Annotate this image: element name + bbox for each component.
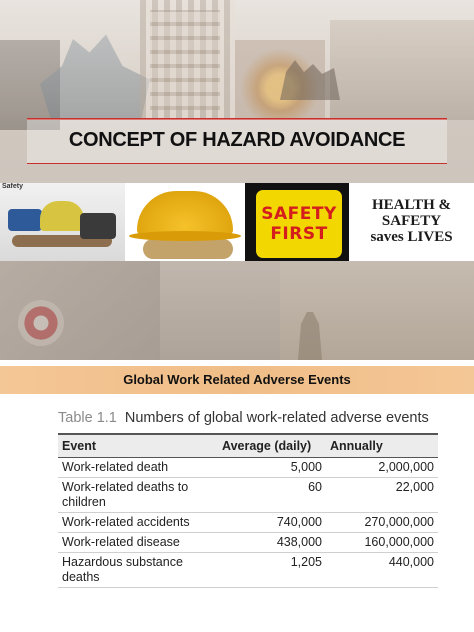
- annual-cell: 2,000,000: [326, 458, 438, 478]
- slide-banner: [0, 366, 474, 394]
- event-cell: Hazardous substance deaths: [58, 553, 218, 588]
- event-cell: Work-related accidents: [58, 513, 218, 533]
- header-annually: Annually: [326, 434, 438, 458]
- biohazard-icon: [18, 300, 64, 346]
- slide-title: CONCEPT OF HAZARD AVOIDANCE: [68, 129, 406, 151]
- table-number: Table 1.1: [58, 410, 117, 426]
- daily-cell: 5,000: [218, 458, 326, 478]
- table-row: [58, 513, 438, 533]
- sign-line-1: SAFETY: [261, 204, 337, 224]
- adverse-events-table: [58, 433, 438, 588]
- header-average-daily: Average (daily): [218, 434, 326, 458]
- annual-cell: 440,000: [326, 553, 438, 588]
- sign-line-2: FIRST: [270, 224, 328, 244]
- daily-cell: 438,000: [218, 533, 326, 553]
- slogan-line-3: saves LIVES: [370, 229, 453, 245]
- table-row: [58, 458, 438, 478]
- annual-cell: 22,000: [326, 478, 438, 513]
- photo-strip: [0, 183, 474, 261]
- daily-cell: 60: [218, 478, 326, 513]
- safety-first-sign: [245, 183, 349, 261]
- daily-cell: 740,000: [218, 513, 326, 533]
- table-row: [58, 533, 438, 553]
- table-caption-text: Numbers of global work-related adverse events: [124, 410, 429, 426]
- health-safety-slogan: [349, 183, 474, 261]
- event-cell: Work-related deaths to children: [58, 478, 218, 513]
- table-caption: [58, 408, 438, 428]
- slide-2-title: Global Work Related Adverse Events: [123, 372, 351, 387]
- annual-cell: 270,000,000: [326, 513, 438, 533]
- table-row: [58, 553, 438, 588]
- table-row: [58, 478, 438, 513]
- daily-cell: 1,205: [218, 553, 326, 588]
- table-slide: [0, 360, 474, 632]
- event-cell: Work-related disease: [58, 533, 218, 553]
- event-cell: Work-related death: [58, 458, 218, 478]
- safety-tag: Safety: [2, 183, 24, 190]
- slogan-line-1: HEALTH &: [371, 197, 452, 213]
- slogan-line-2: SAFETY: [381, 213, 442, 229]
- hard-hat-photo: [125, 183, 245, 261]
- safety-tools-photo: [0, 183, 125, 261]
- title-band: [27, 118, 447, 164]
- hard-hat-icon: [137, 191, 233, 235]
- header-event: Event: [58, 434, 218, 458]
- table-header-row: [58, 434, 438, 458]
- annual-cell: 160,000,000: [326, 533, 438, 553]
